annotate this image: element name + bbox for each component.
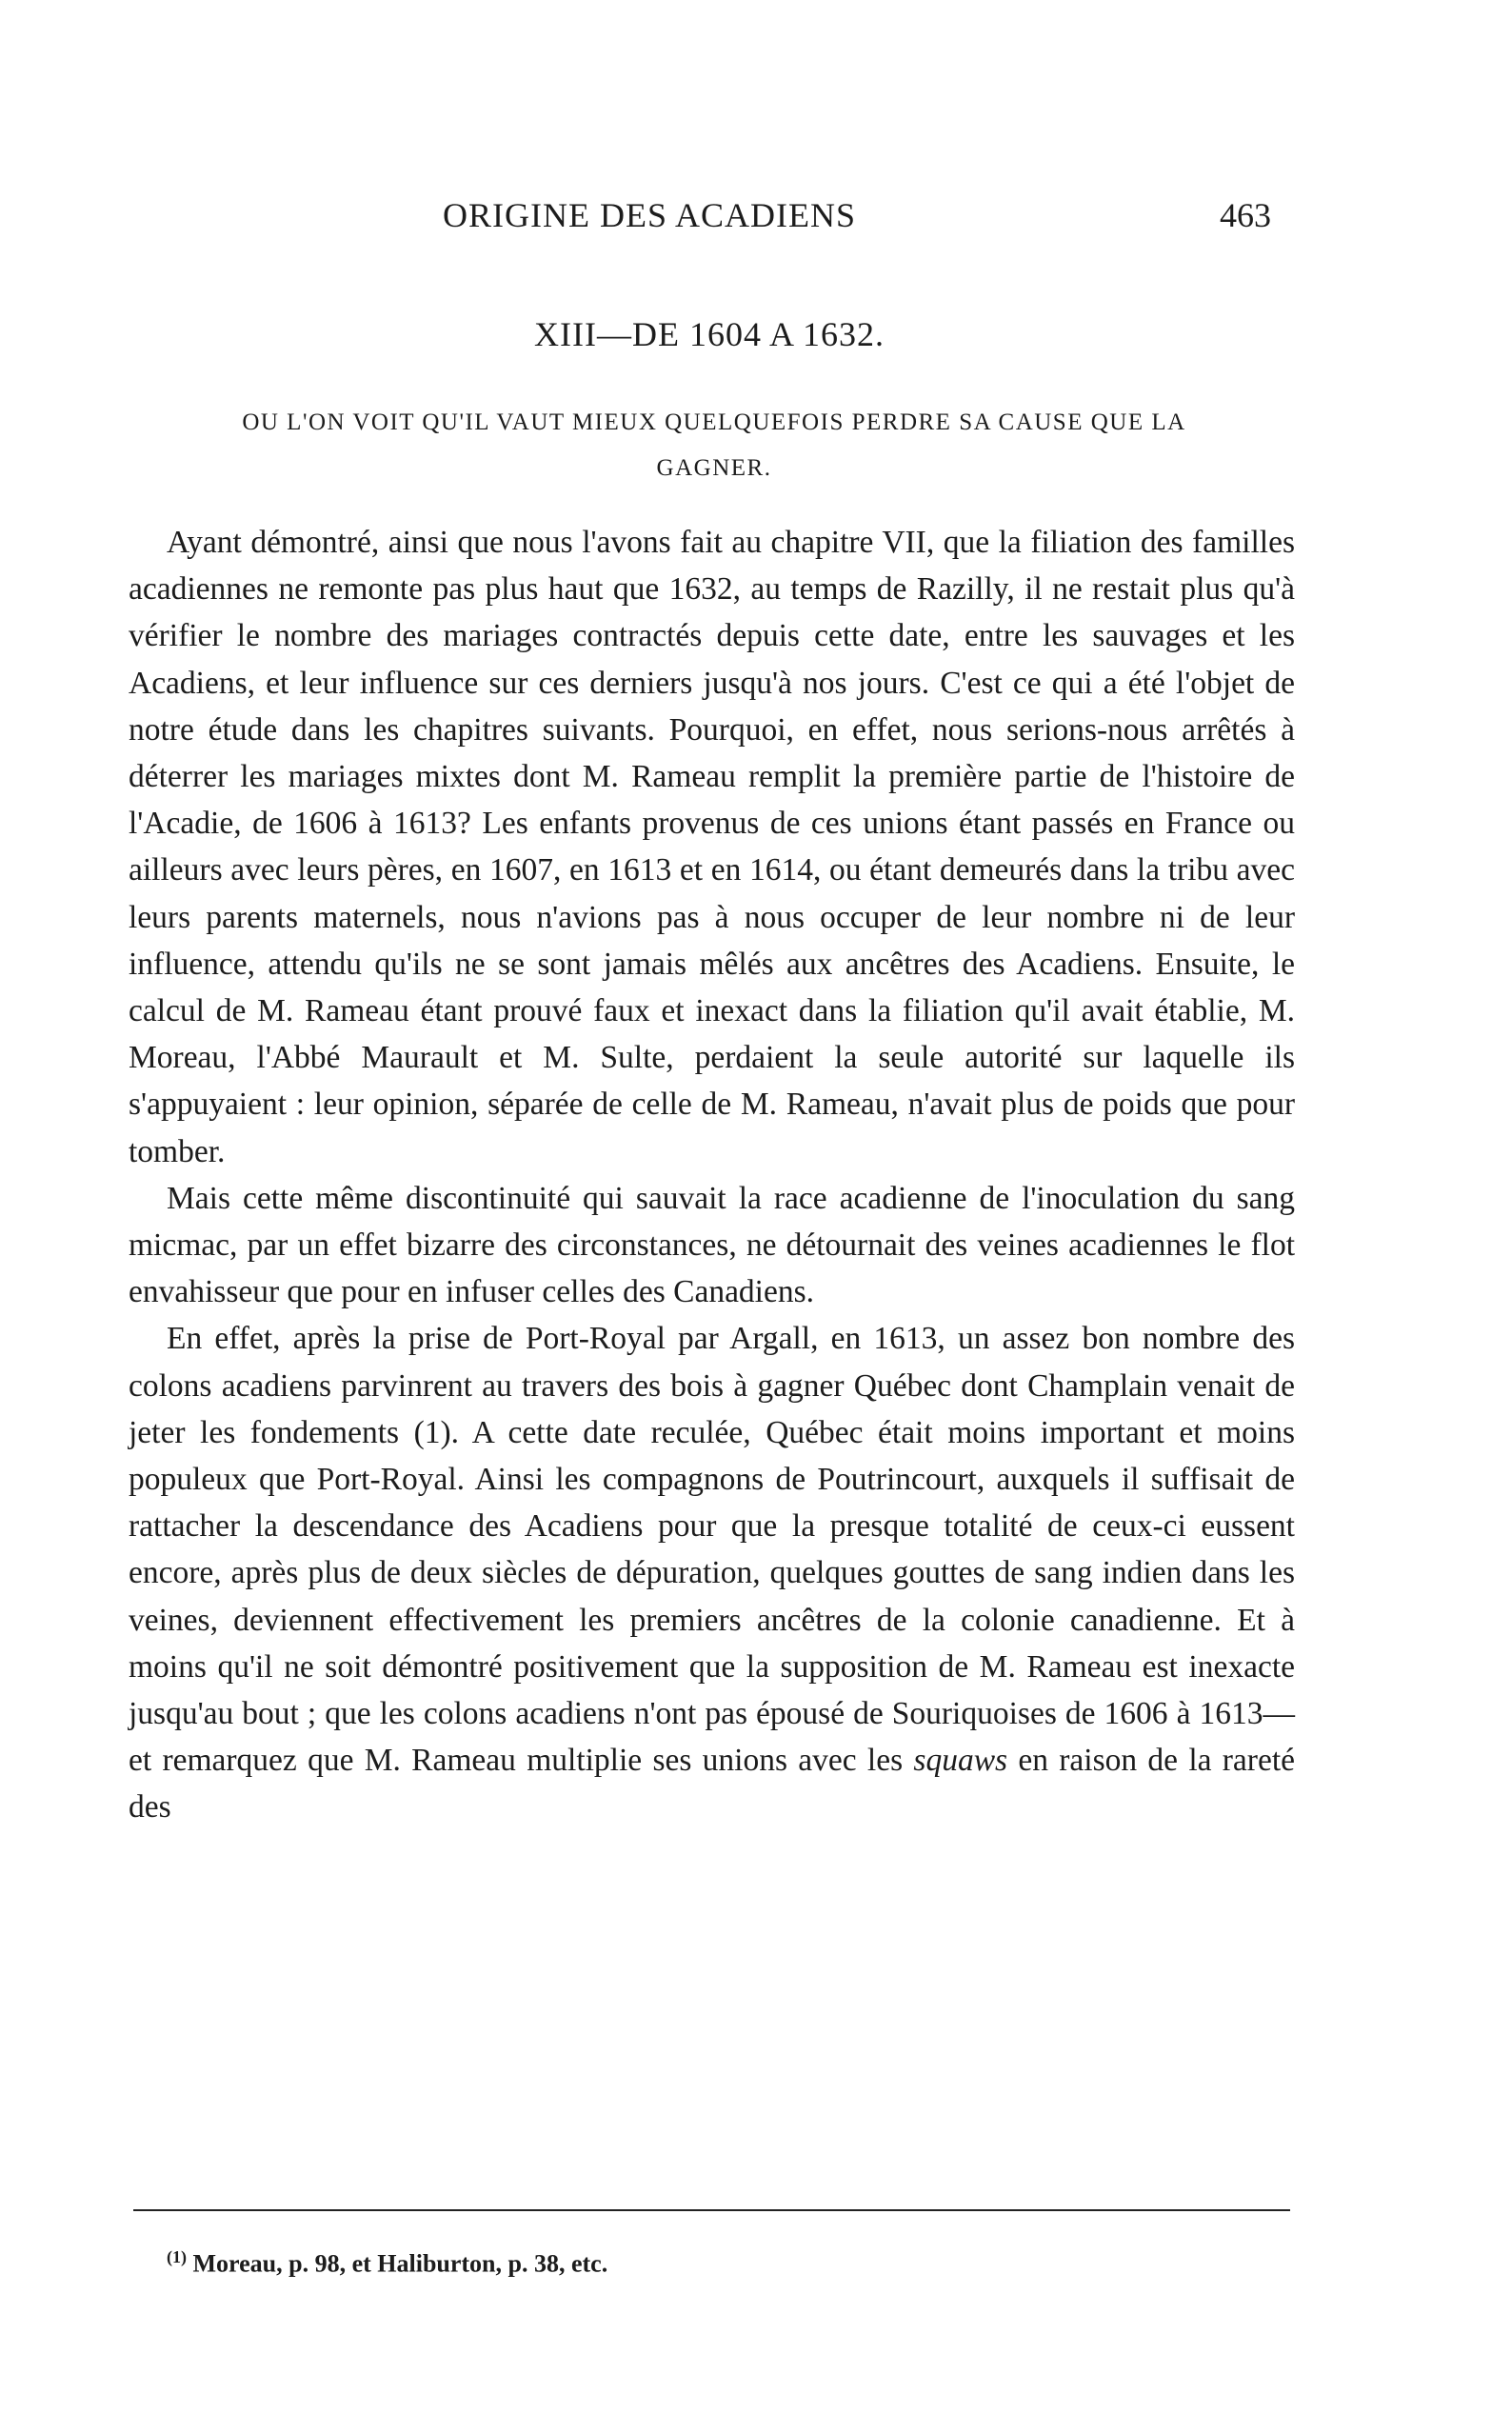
paragraph-1: Ayant démontré, ainsi que nous l'avons fait au chapitre VII, que la filiation des familles acadiennes ne remonte pas plus haut que 1632, au temps de Razilly, il ne restait plus qu'à vérifier le nombre des mariages contractés depuis cette date, entre les sauvages et les Acadiens, et leur influence sur ces derniers jusqu'à nos jours. C'est ce qui a été l'objet de notre étude dans les chapitres suivants. Pourquoi, en effet, nous serions-nous arrêtés à déterrer les mariages mixtes dont M. Rameau remplit la première partie de l'histoire de l'Acadie, de 1606 à 1613? Les enfants provenus de ces unions étant passés en France ou ailleurs avec leurs pères, en 1607, en 1613 et en 1614, ou étant demeurés dans la tribu avec leurs parents maternels, nous n'avions pas à nous occuper de leur nombre ni de leur influence, attendu qu'ils ne se sont jamais mêlés aux ancêtres des Acadiens. Ensuite, le calcul de M. Rameau étant prouvé faux et inexact dans la filiation qu'il avait établie, M. Moreau, l'Abbé Maurault et M. Sulte, perdaient la seule autorité sur laquelle ils s'appuyaient : leur opinion, séparée de celle de M. Rameau, n'avait plus de poids que pour tomber. [129,525,1295,1169]
footnote [167,2247,1214,2279]
paragraph-2: Mais cette même discontinuité qui sauvait la race acadienne de l'inoculation du sang micmac, par un effet bizarre des circonstances, ne détournait des veines acadiennes le flot envahisseur que pour en infuser celles des Canadiens. [129,1180,1295,1310]
footnote-marker: (1) [167,2247,187,2266]
running-title: ORIGINE DES ACADIENS [443,196,856,234]
italic-word: squaws [913,1743,1008,1779]
body-text [129,519,1295,1831]
footnote-rule [133,2209,1290,2211]
paragraph-3-text: En effet, après la prise de Port-Royal par Argall, en 1613, un assez bon nombre des colons acadiens parvinrent au travers des bois à gagner Québec dont Champlain venait de jeter les fondements (1). A cette date reculée, Québec était moins important et moins populeux que Port-Royal. Ainsi les compagnons de Poutrincourt, auxquels il suffisait de rattacher la descendance des Acadiens pour que la presque totalité de ceux-ci eussent encore, après plus de deux siècles de dépuration, quelques gouttes de sang indien dans les veines, deviennent effectivement les premiers ancêtres de la colonie canadienne. Et à moins qu'il ne soit démontré positivement que la supposition de M. Rameau est inexacte jusqu'au bout ; que les colons acadiens n'ont pas épousé de Souriquoises de 1606 à 1613—et remarquez que M. Rameau multiplie ses unions avec les [129,1321,1295,1779]
chapter-subtitle: OU L'ON VOIT QU'IL VAUT MIEUX QUELQUEFOIS PERDRE SA CAUSE QUE LA GAGNER. [242,409,1186,481]
running-head [124,195,1295,252]
paragraph-3 [129,1315,1295,1830]
page-number: 463 [1220,196,1271,234]
footnote-text: Moreau, p. 98, et Haliburton, p. 38, etc. [192,2249,608,2278]
chapter-heading: XIII—DE 1604 A 1632. [534,315,885,353]
paragraph-3-tail: en raison de la rareté des [129,1743,1295,1826]
